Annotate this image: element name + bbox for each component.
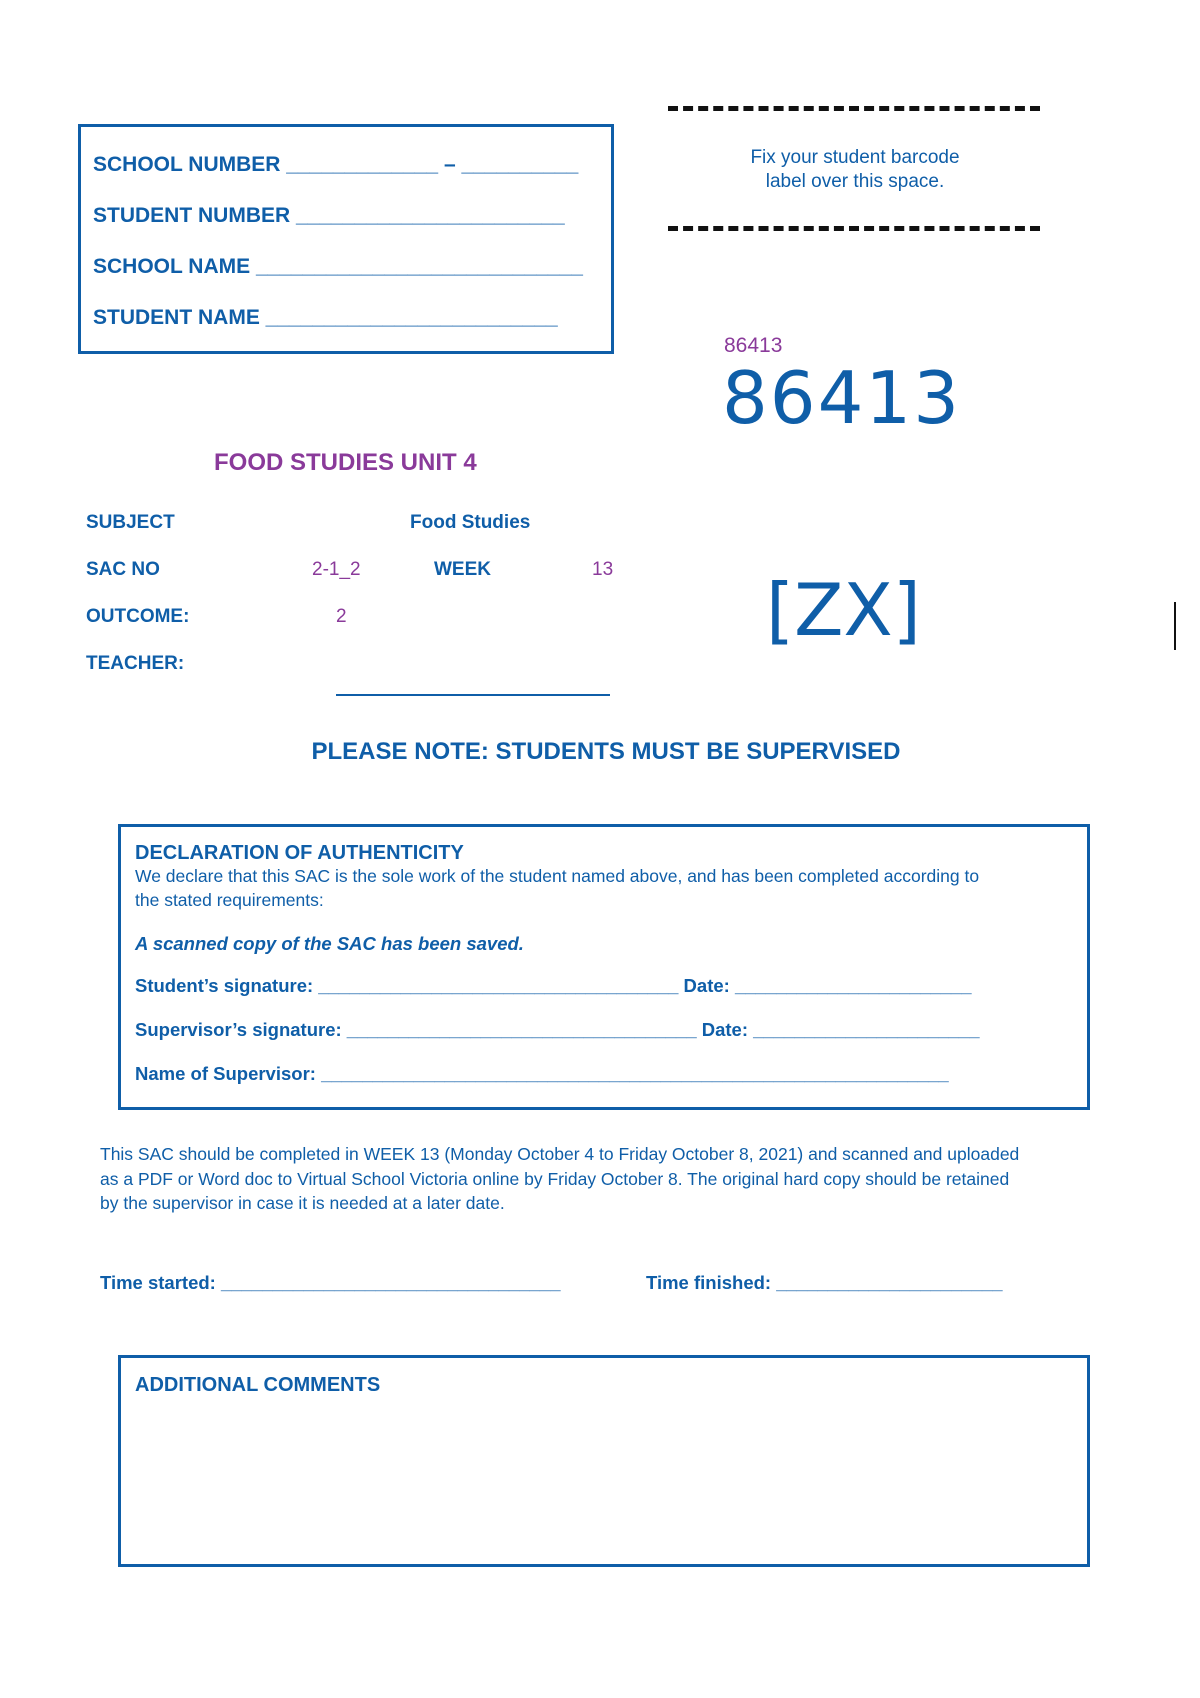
- instructions-line-1: This SAC should be completed in WEEK 13 (Monday October 4 to Friday October 8, 2021) and scanned and uploaded: [100, 1144, 1020, 1164]
- supervisor-signature-line[interactable]: Supervisor’s signature: __________________________________ Date: ______________________: [135, 1019, 980, 1040]
- time-finished-field[interactable]: Time finished: ______________________: [646, 1272, 1003, 1293]
- sac-label: SAC NO: [86, 559, 160, 580]
- week-label: WEEK: [434, 559, 491, 580]
- student-details-box: [78, 124, 614, 354]
- sac-value: 2-1_2: [312, 559, 361, 580]
- page-title: FOOD STUDIES UNIT 4: [214, 449, 477, 476]
- barcode-bottom-dashed-line: [668, 226, 1040, 231]
- outcome-label: OUTCOME:: [86, 606, 190, 627]
- zx-tag: [ZX]: [766, 568, 921, 652]
- supervision-notice: PLEASE NOTE: STUDENTS MUST BE SUPERVISED: [311, 738, 901, 765]
- week-value: 13: [592, 559, 614, 580]
- school-name-field[interactable]: SCHOOL NAME ____________________________: [93, 255, 583, 278]
- instructions-line-3: by the supervisor in case it is needed at a later date.: [100, 1193, 505, 1213]
- additional-comments-heading: ADDITIONAL COMMENTS: [135, 1374, 381, 1396]
- text-cursor: [1174, 602, 1176, 650]
- outcome-value: 2: [336, 606, 347, 627]
- school-number-field[interactable]: SCHOOL NUMBER _____________ – __________: [93, 153, 579, 176]
- student-number-field[interactable]: STUDENT NUMBER _______________________: [93, 204, 565, 227]
- time-started-field[interactable]: Time started: _________________________________: [100, 1272, 561, 1293]
- code-small: 86413: [724, 334, 783, 357]
- student-signature-line[interactable]: Student’s signature: ___________________________________ Date: _______________________: [135, 975, 972, 996]
- barcode-note-line-2: label over this space.: [765, 171, 945, 192]
- supervisor-name-line[interactable]: Name of Supervisor: _____________________________________________________________: [135, 1063, 949, 1084]
- declaration-heading: DECLARATION OF AUTHENTICITY: [135, 842, 464, 864]
- subject-value: Food Studies: [410, 512, 531, 533]
- teacher-label: TEACHER:: [86, 653, 185, 674]
- code-large: 86413: [722, 356, 962, 440]
- barcode-instruction: [700, 146, 1010, 194]
- instructions-line-2: as a PDF or Word doc to Virtual School Victoria online by Friday October 8. The original hard copy should be retained: [100, 1168, 1010, 1189]
- barcode-top-dashed-line: [668, 106, 1040, 111]
- declaration-text-line-1: We declare that this SAC is the sole work of the student named above, and has been completed according to: [135, 866, 980, 886]
- instructions: [100, 1142, 1019, 1216]
- student-name-field[interactable]: STUDENT NAME _________________________: [93, 306, 558, 329]
- additional-comments-box[interactable]: [118, 1355, 1090, 1567]
- scanned-copy-statement: A scanned copy of the SAC has been saved.: [135, 933, 524, 954]
- subject-label: SUBJECT: [86, 512, 175, 533]
- barcode-note-line-1: Fix your student barcode: [750, 147, 960, 168]
- teacher-signature-line[interactable]: [336, 694, 610, 696]
- declaration-box: [118, 824, 1090, 1110]
- declaration-text-line-2: the stated requirements:: [135, 890, 324, 910]
